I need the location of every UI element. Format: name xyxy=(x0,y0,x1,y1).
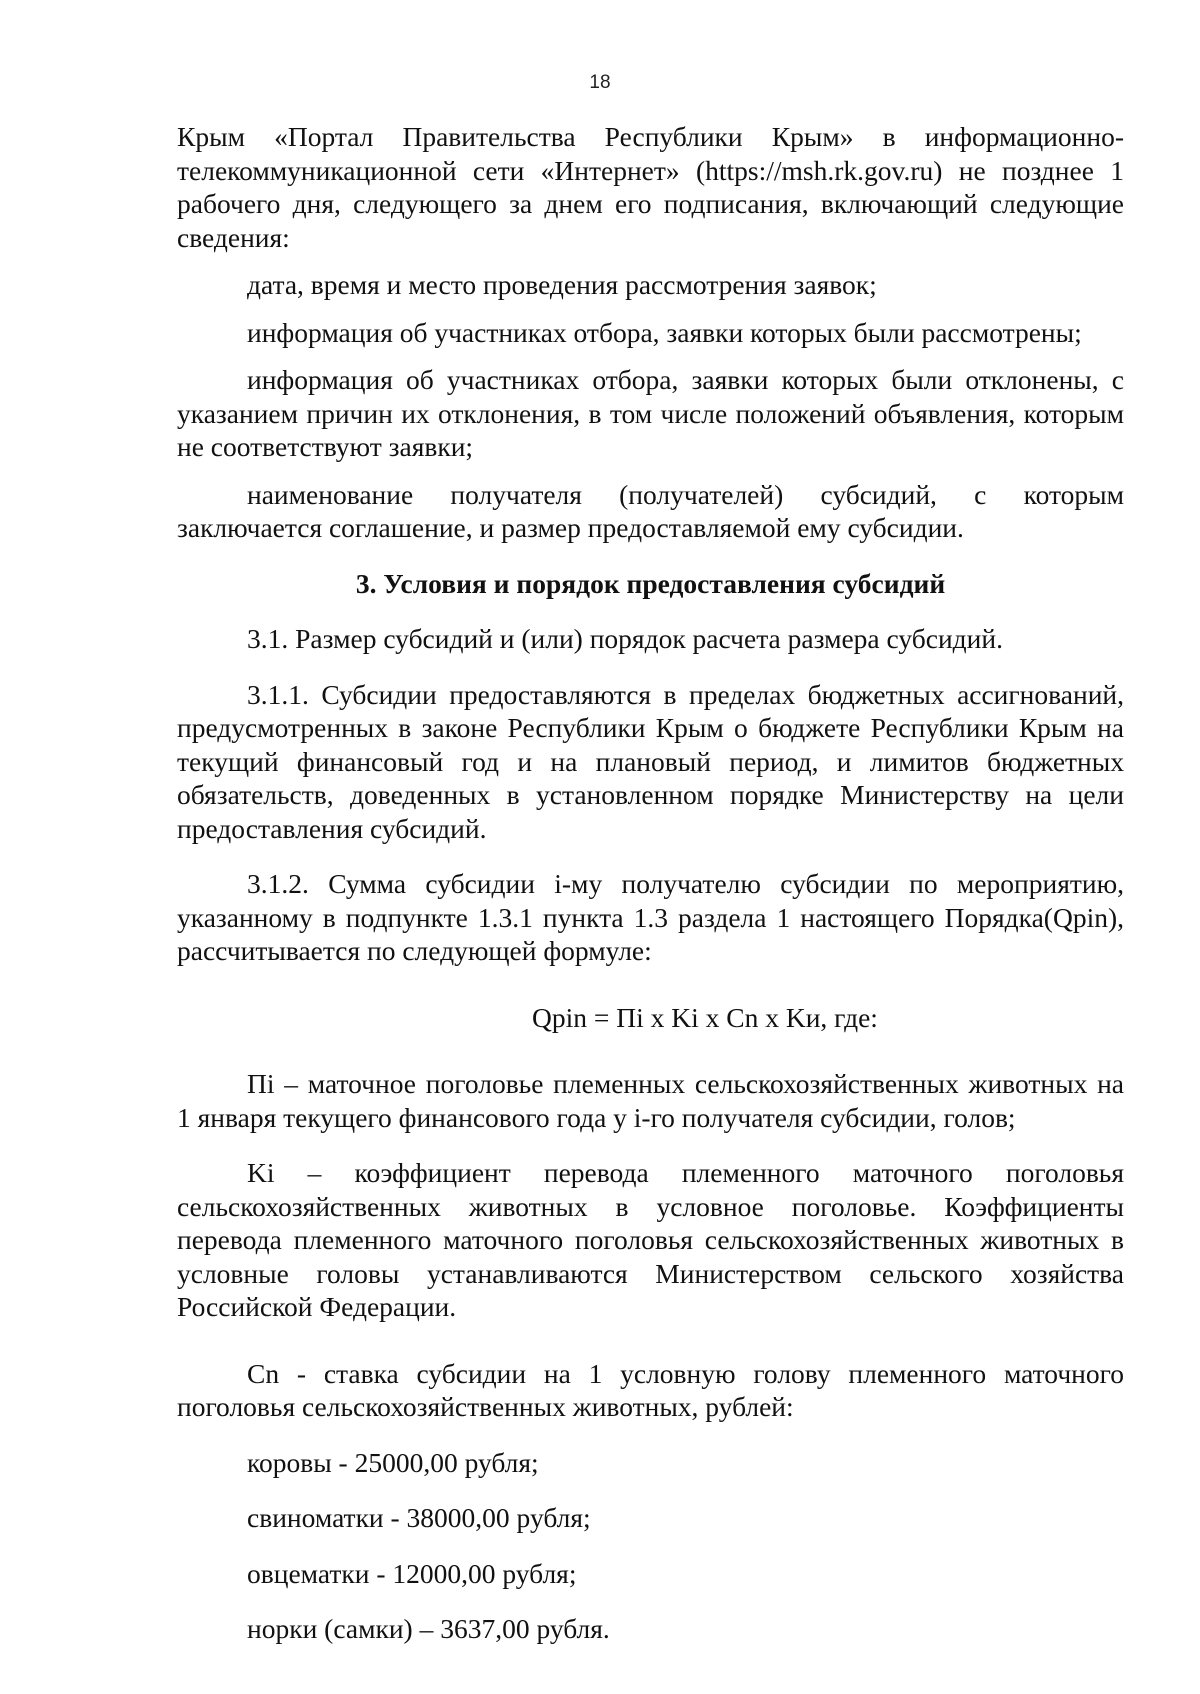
list-item-rejected-participants: информация об участниках отбора, заявки которых были отклонены, с указанием причин их отклонения, в том числе положений объявления, которым не соответствуют заявки; xyxy=(177,364,1124,462)
list-item-recipient-name: наименование получателя (получателей) субсидий, с которым заключается соглашение, и размер предоставляемой ему субсидии. xyxy=(177,478,1124,543)
paragraph-3-1: 3.1. Размер субсидий и (или) порядок расчета размера субсидий. xyxy=(247,623,1003,654)
definition-pi: Пi – маточное поголовье племенных сельскохозяйственных животных на 1 января текущего финансового года у i-го получателя субсидии, голов; xyxy=(177,1068,1124,1133)
paragraph-portal-publication: Крым «Портал Правительства Республики Крым» в информационно-телекоммуникационной сети «Интернет» (https://msh.rk.gov.ru) не позднее 1 рабочего дня, следующего за днем его подписания, включающий следующие сведения: xyxy=(177,121,1124,253)
list-item-date-time-place: дата, время и место проведения рассмотрения заявок; xyxy=(247,269,877,300)
section-heading: 3. Условия и порядок предоставления субсидий xyxy=(355,567,946,599)
rate-cows: коровы - 25000,00 рубля; xyxy=(247,1446,539,1478)
paragraph-3-1-1: 3.1.1. Субсидии предоставляются в пределах бюджетных ассигнований, предусмотренных в законе Республики Крым о бюджете Республики Крым на текущий финансовый год и на плановый период, и лимитов бюджетных обязательств, доведенных в установленном порядке Министерству на цели предоставления субсидий. xyxy=(177,678,1124,844)
rate-minks: норки (самки) – 3637,00 рубля. xyxy=(247,1613,610,1644)
rate-sows: свиноматки - 38000,00 рубля; xyxy=(247,1502,591,1533)
list-item-reviewed-participants: информация об участниках отбора, заявки которых были рассмотрены; xyxy=(247,316,1082,348)
page-number: 18 xyxy=(589,72,611,93)
formula: Qpin = Пi x Ki x Cn x Kи, где: xyxy=(532,1001,878,1033)
definition-cn: Cn - ставка субсидии на 1 условную голову племенного маточного поголовья сельскохозяйственных животных, рублей: xyxy=(177,1357,1124,1422)
definition-ki: Ki – коэффициент перевода племенного маточного поголовья сельскохозяйственных животных в условное поголовье. Коэффициенты перевода племенного маточного поголовья сельскохозяйственных животных в условные головы устанавливаются Министерством сельского хозяйства Российской Федерации. xyxy=(177,1157,1124,1322)
rate-ewes: овцематки - 12000,00 рубля; xyxy=(247,1557,577,1589)
page-content xyxy=(177,120,1124,1646)
paragraph-3-1-2: 3.1.2. Сумма субсидии i-му получателю субсидии по мероприятию, указанному в подпункте 1.3.1 пункта 1.3 раздела 1 настоящего Порядка(Qpin), рассчитывается по следующей формуле: xyxy=(177,868,1124,966)
